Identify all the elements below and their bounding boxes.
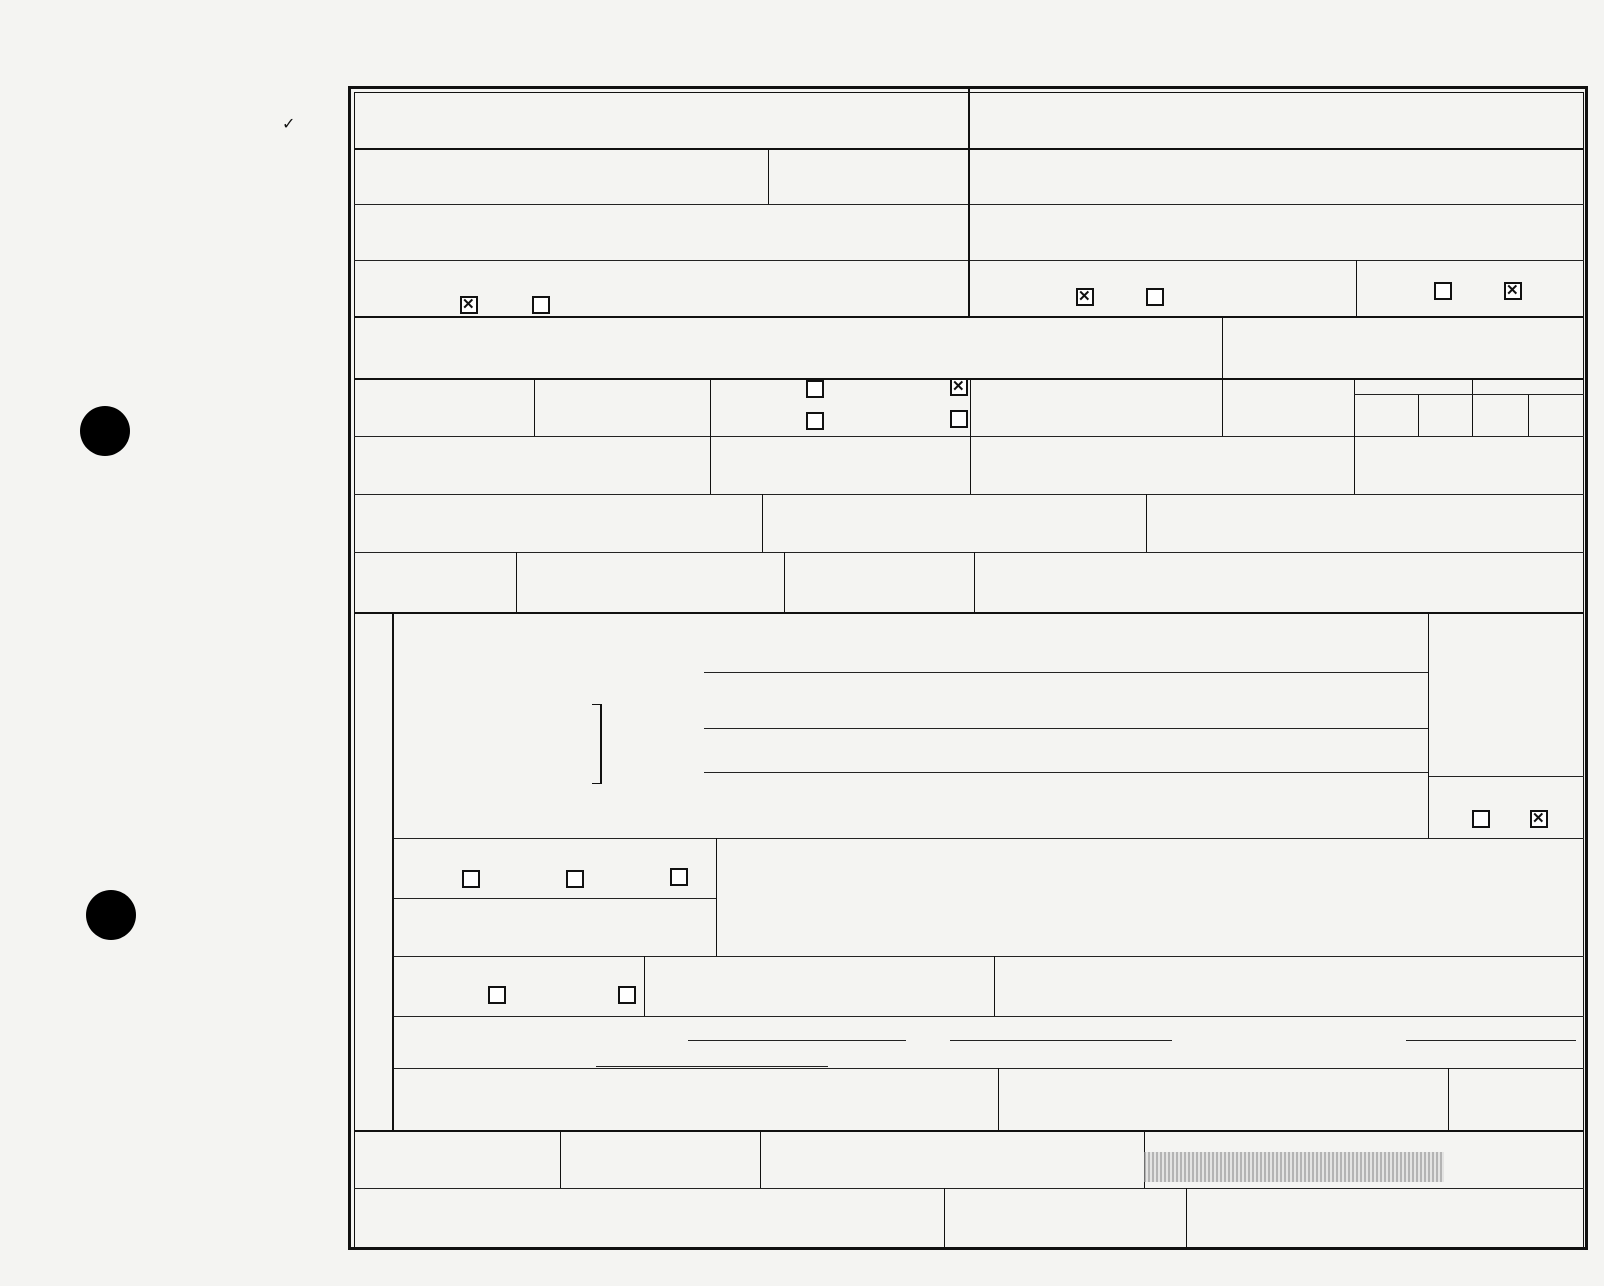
- divorced-checkbox[interactable]: [950, 410, 968, 428]
- homicide-checkbox[interactable]: [670, 868, 688, 886]
- farm-no-checkbox[interactable]: [1504, 282, 1522, 300]
- autopsy-no-checkbox[interactable]: [1530, 810, 1548, 828]
- residence-inside-no-checkbox[interactable]: [1146, 288, 1164, 306]
- suicide-checkbox[interactable]: [566, 870, 584, 888]
- never-married-checkbox[interactable]: [950, 378, 968, 396]
- not-while-at-work-checkbox[interactable]: [618, 986, 636, 1004]
- married-checkbox[interactable]: [806, 380, 824, 398]
- check-mark: ✓: [282, 116, 296, 133]
- punch-hole-bottom: [86, 890, 136, 940]
- residence-inside-yes-checkbox[interactable]: [1076, 288, 1094, 306]
- death-inside-city-no-checkbox[interactable]: [532, 296, 550, 314]
- autopsy-yes-checkbox[interactable]: [1472, 810, 1490, 828]
- location-smudge: [1144, 1152, 1444, 1182]
- accident-checkbox[interactable]: [462, 870, 480, 888]
- death-inside-city-yes-checkbox[interactable]: [460, 296, 478, 314]
- farm-yes-checkbox[interactable]: [1434, 282, 1452, 300]
- widowed-checkbox[interactable]: [806, 412, 824, 430]
- conditions-bracket: [592, 704, 602, 784]
- punch-hole-top: [80, 406, 130, 456]
- while-at-work-checkbox[interactable]: [488, 986, 506, 1004]
